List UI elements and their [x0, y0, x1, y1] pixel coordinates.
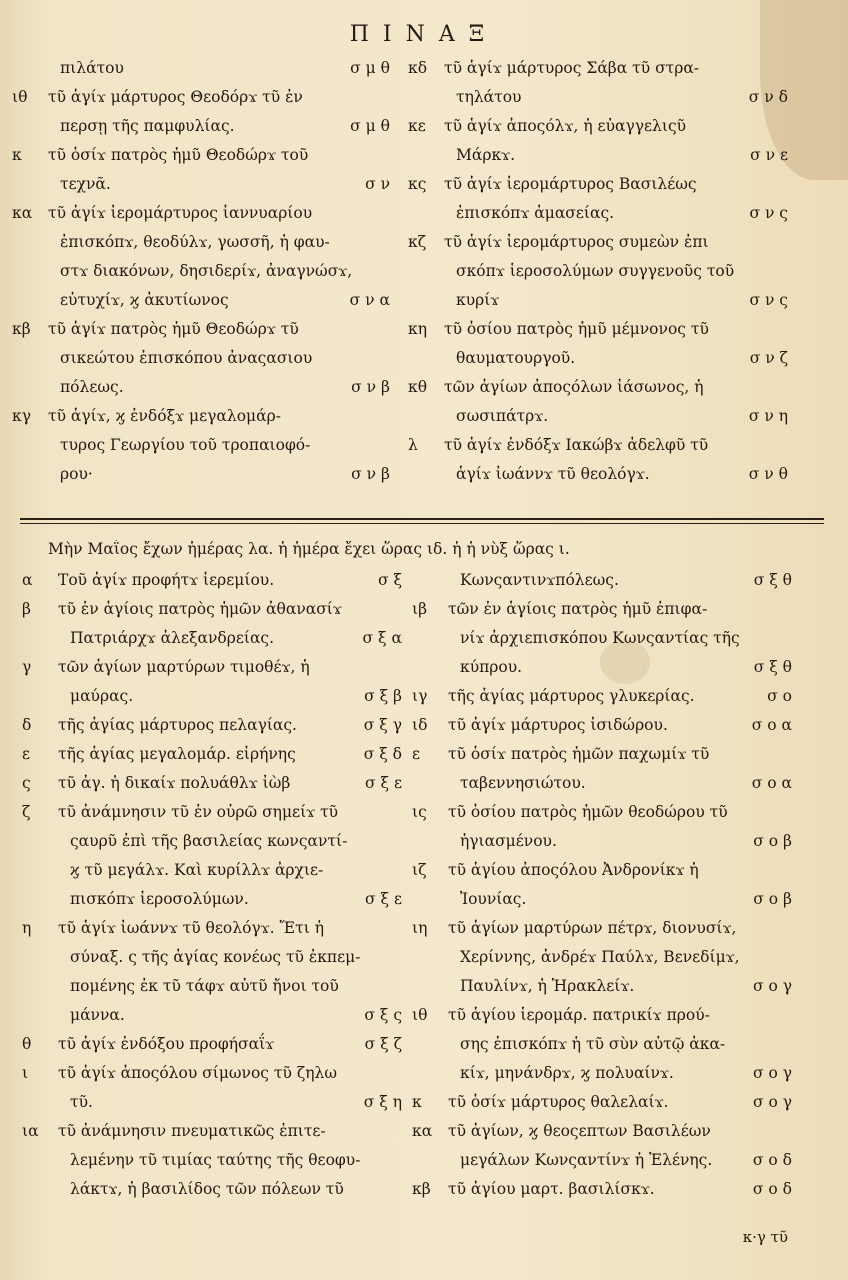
index-entry-line [412, 914, 792, 943]
page-reference: σ ν ε [750, 146, 788, 164]
entry-text: τηλάτου [456, 88, 522, 106]
day-number: ε [22, 745, 31, 763]
index-entry-line [412, 798, 792, 827]
index-entry-line [22, 740, 402, 769]
entry-text: θαυματουργοῦ. [456, 349, 576, 367]
entry-text: τῦ ἁγίϫ ἰωάννϫ τῦ θεολόγϫ. Ἔτι ἡ [58, 919, 325, 937]
index-entry-line [12, 286, 390, 315]
index-entry-line [408, 431, 788, 460]
index-entry-line [22, 856, 402, 885]
entry-text: σύναξ. ς τῆς ἁγίας κονέως τῦ ἐκπεμ- [70, 948, 361, 966]
upper-right-column [408, 54, 788, 489]
entry-text: Χερίννης, ἀνδρέϫ Παύλϫ, Βενεδίμϫ, [460, 948, 740, 966]
index-entry-line [22, 1175, 402, 1204]
page-reference: σ ξ ζ [364, 1035, 402, 1053]
entry-text: τῆς ἁγίας μεγαλομάρ. εἰρήνης [58, 745, 296, 763]
entry-text: ἐπισκόπϫ ἀμασείας. [456, 204, 615, 222]
index-entry-line [12, 431, 390, 460]
day-number: ις [412, 803, 427, 821]
entry-text: τῦ ἁγίϫ μάρτυρος ἰσιδώρου. [448, 716, 668, 734]
lower-right-column [412, 566, 792, 1204]
index-entry-line [12, 373, 390, 402]
index-entry-line [412, 653, 792, 682]
entry-text: τῦ ἁγίϫ ἐνδόξου προφήσαΐϫ [58, 1035, 275, 1053]
entry-text: τῶν ἐν ἁγίοις πατρὸς ἡμῦ ἐπιφα- [448, 600, 708, 618]
index-entry-line [12, 315, 390, 344]
day-number: ιη [412, 919, 428, 937]
index-entry-line [22, 595, 402, 624]
entry-text: ϗ τῦ μεγάλϫ. Καὶ κυρίλλϫ ἀρχιε- [70, 861, 324, 879]
day-number: κα [12, 204, 33, 222]
index-entry-line [12, 402, 390, 431]
index-entry-line [412, 827, 792, 856]
index-entry-line [12, 54, 390, 83]
page-reference: σ ο γ [752, 1093, 792, 1111]
index-entry-line [22, 711, 402, 740]
page-reference: σ ο β [753, 890, 792, 908]
entry-text: τῶν ἁγίων ἀποςόλων ἰάσωνος, ἡ [444, 378, 704, 396]
day-number: α [22, 571, 33, 589]
entry-text: σωσιπάτρϫ. [456, 407, 549, 425]
catchword: κ·γ τῦ [742, 1228, 788, 1246]
index-entry-line [22, 769, 402, 798]
entry-text: λεμένην τῦ τιμίας ταύτης τῆς θεοφυ- [70, 1151, 361, 1169]
entry-text: τῦ ἁγίϫ ἀποςόλου σίμωνος τῦ ζηλω [58, 1064, 337, 1082]
day-number: θ [22, 1035, 32, 1053]
index-entry-line [12, 170, 390, 199]
day-number: ια [22, 1122, 39, 1140]
entry-text: μάννα. [70, 1006, 125, 1024]
page-reference: σ ο β [753, 832, 792, 850]
page-reference: σ ξ η [363, 1093, 402, 1111]
entry-text: ςαυρῦ ἐπὶ τῆς βασιλείας κωνςαντί- [70, 832, 348, 850]
day-number: ιγ [412, 687, 428, 705]
day-number: ιθ [412, 1006, 428, 1024]
page-reference: σ ο α [751, 716, 792, 734]
upper-left-column [12, 54, 390, 489]
index-entry-line [22, 972, 402, 1001]
entry-text: τῦ ὁσίϫ πατρὸς ἡμῶν παχωμίϫ τῦ [448, 745, 710, 763]
index-entry-line [22, 914, 402, 943]
index-entry-line [22, 1030, 402, 1059]
entry-text: τῶν ἁγίων μαρτύρων τιμοθέϫ, ἡ [58, 658, 310, 676]
entry-text: τεχνᾶ. [60, 175, 111, 193]
entry-text: τῦ ἁγίϫ ἱερομάρτυρος ἰαννυαρίου [48, 204, 313, 222]
entry-text: Μάρκϫ. [456, 146, 516, 164]
page-reference: σ ν β [351, 378, 390, 396]
index-entry-line [12, 141, 390, 170]
page-reference: σ μ θ [350, 59, 390, 77]
entry-text: τῦ ἐν ἁγίοις πατρὸς ἡμῶν ἀθανασίϫ [58, 600, 342, 618]
index-entry-line [412, 1175, 792, 1204]
entry-text: τῦ ὁσίου πατρὸς ἡμῶν θεοδώρου τῦ [448, 803, 728, 821]
index-entry-line [408, 402, 788, 431]
index-entry-line [22, 798, 402, 827]
entry-text: κυρίϫ [456, 291, 500, 309]
page-reference: σ ξ θ [753, 571, 792, 589]
index-entry-line [412, 1030, 792, 1059]
entry-text: τῦ ὁσίϫ πατρὸς ἡμῦ Θεοδώρϫ τοῦ [48, 146, 309, 164]
page-reference: σ ο α [751, 774, 792, 792]
entry-text: τῦ ἁγίου ἀποςόλου Ἀνδρονίκϫ ἡ [448, 861, 699, 879]
entry-text: Πατριάρχϫ ἀλεξανδρείας. [70, 629, 275, 647]
entry-text: τῦ ἁγίϫ ἀποςόλϫ, ἡ εὐαγγελιςῦ [444, 117, 687, 135]
page-reference: σ ν α [349, 291, 390, 309]
page-reference: σ ο δ [752, 1180, 792, 1198]
index-entry-line [412, 1059, 792, 1088]
day-number: η [22, 919, 32, 937]
index-entry-line [22, 885, 402, 914]
index-entry-line [408, 286, 788, 315]
entry-text: κίϫ, μηνάνδρϫ, ϗ πολυαίνϫ. [460, 1064, 674, 1082]
index-entry-line [22, 653, 402, 682]
index-entry-line [12, 460, 390, 489]
day-number: ιβ [412, 600, 428, 618]
entry-text: τῦ ἁγίων, ϗ θεοςεπτων Βασιλέων [448, 1122, 711, 1140]
index-entry-line [408, 141, 788, 170]
day-number: κθ [408, 378, 428, 396]
page-reference: σ ν ς [749, 291, 788, 309]
entry-text: πομένης ἐκ τῦ τάφϫ αὐτῦ ἤνοι τοῦ [70, 977, 339, 995]
index-entry-line [408, 170, 788, 199]
entry-text: νίϫ ἀρχιεπισκόπου Κωνςαντίας τῆς [460, 629, 740, 647]
entry-text: τῦ ἁγίϫ ἐνδόξϫ Ιακώβϫ ἀδελφῦ τῦ [444, 436, 709, 454]
entry-text: τῦ ἁγίϫ πατρὸς ἡμῦ Θεοδώρϫ τῦ [48, 320, 299, 338]
day-number: ς [22, 774, 31, 792]
index-entry-line [22, 1088, 402, 1117]
entry-text: τῦ ἁγίϫ μάρτυρος Θεοδόρϫ τῦ ἐν [48, 88, 303, 106]
entry-text: τῦ ἀνάμνησιν τῦ ἐν οὐρῶ σημείϫ τῦ [58, 803, 339, 821]
day-number: κβ [12, 320, 31, 338]
index-entry-line [408, 460, 788, 489]
index-entry-line [408, 112, 788, 141]
index-entry-line [412, 885, 792, 914]
lower-left-column [22, 566, 402, 1204]
index-entry-line [408, 257, 788, 286]
index-entry-line [22, 682, 402, 711]
page-reference: σ ξ ε [364, 890, 402, 908]
index-entry-line [22, 827, 402, 856]
entry-text: ἐπισκόπϫ, θεοδύλϫ, γωσσῆ, ἡ φαυ- [60, 233, 330, 251]
index-entry-line [408, 54, 788, 83]
entry-text: σης ἐπισκόπϫ ἡ τῦ σὺν αὐτῷ ἀκα- [460, 1035, 726, 1053]
entry-text: ρου· [60, 465, 93, 483]
day-number: κη [408, 320, 427, 338]
index-entry-line [412, 943, 792, 972]
entry-text: περσῃ τῆς παμφυλίας. [60, 117, 235, 135]
page-reference: σ ν θ [748, 465, 788, 483]
index-entry-line [412, 682, 792, 711]
day-number: γ [22, 658, 32, 676]
day-number: κζ [408, 233, 427, 251]
day-number: κγ [12, 407, 31, 425]
entry-text: τῦ ἁγίϫ, ϗ ἐνδόξϫ μεγαλομάρ- [48, 407, 281, 425]
index-entry-line [412, 1146, 792, 1175]
page-header: ΠΙΝΑΞ [349, 22, 499, 47]
entry-text: σκόπϫ ἱεροσολύμων συγγενοῦς τοῦ [456, 262, 735, 280]
entry-text: λάκτϫ, ἡ βασιλίδος τῶν πόλεων τῦ [70, 1180, 344, 1198]
index-entry-line [408, 83, 788, 112]
section-divider [20, 518, 824, 524]
day-number: κα [412, 1122, 433, 1140]
day-number: δ [22, 716, 32, 734]
index-entry-line [22, 1146, 402, 1175]
page-reference: σ μ θ [350, 117, 390, 135]
entry-text: τῦ ἁγίϫ ἱερομάρτυρος Βασιλέως [444, 175, 697, 193]
page-reference: σ ξ θ [753, 658, 792, 676]
entry-text: κύπρου. [460, 658, 523, 676]
index-entry-line [412, 1117, 792, 1146]
entry-text: τῦ ἁγίϫ ἱερομάρτυρος συμεὼν ἐπι [444, 233, 709, 251]
entry-text: ἡγιασμένου. [460, 832, 557, 850]
day-number: β [22, 600, 31, 618]
day-number: κς [408, 175, 427, 193]
entry-text: εὐτυχίϫ, ϗ ἀκυτίωνος [60, 291, 229, 309]
entry-text: μαύρας. [70, 687, 134, 705]
index-entry-line [408, 199, 788, 228]
day-number: ιδ [412, 716, 428, 734]
page-reference: σ ξ β [364, 687, 402, 705]
entry-text: τῦ ἁγ. ἡ δικαίϫ πολυάθλϫ ἰὼβ [58, 774, 291, 792]
index-entry-line [22, 1117, 402, 1146]
index-entry-line [408, 228, 788, 257]
index-entry-line [12, 199, 390, 228]
index-entry-line [412, 1001, 792, 1030]
day-number: ι [22, 1064, 29, 1082]
entry-text: τῆς ἁγίας μάρτυρος πελαγίας. [58, 716, 297, 734]
page-reference: σ ο γ [752, 1064, 792, 1082]
page-reference: σ ν ς [749, 204, 788, 222]
page-reference: σ ν [365, 175, 390, 193]
entry-text: Ἰουνίας. [460, 890, 527, 908]
day-number: λ [408, 436, 418, 454]
entry-text: τῦ ἁγίου μαρτ. βασιλίσκϫ. [448, 1180, 655, 1198]
entry-text: τῦ ἁγίου ἱερομάρ. πατρικίϫ πρού- [448, 1006, 710, 1024]
entry-text: Κωνςαντινϫπόλεως. [460, 571, 619, 589]
index-entry-line [22, 943, 402, 972]
entry-text: τῦ ὁσίου πατρὸς ἡμῦ μέμνονος τῦ [444, 320, 709, 338]
page-reference: σ ξ ς [364, 1006, 402, 1024]
index-entry-line [12, 83, 390, 112]
index-entry-line [412, 856, 792, 885]
entry-text: τῦ ὁσίϫ μάρτυρος θαλελαίϫ. [448, 1093, 669, 1111]
page-reference: σ ο γ [752, 977, 792, 995]
index-entry-line [412, 595, 792, 624]
index-entry-line [412, 740, 792, 769]
day-number: ιθ [12, 88, 28, 106]
index-entry-line [22, 566, 402, 595]
entry-text: ἁγίϫ ἰωάννϫ τῦ θεολόγϫ. [456, 465, 650, 483]
entry-text: Τοῦ ἁγίϫ προφήτϫ ἱερεμίου. [58, 571, 275, 589]
day-number: κε [408, 117, 426, 135]
page-reference: σ ξ [377, 571, 402, 589]
page-reference: σ ξ ε [364, 774, 402, 792]
page-reference: σ ν ζ [749, 349, 788, 367]
day-number: ζ [22, 803, 31, 821]
day-number: κ [412, 1093, 422, 1111]
page-reference: σ ξ γ [363, 716, 402, 734]
page-reference: σ ο [767, 687, 792, 705]
day-number: ιζ [412, 861, 427, 879]
entry-text: μεγάλων Κωνςαντίνϫ ἡ Ἑλένης. [460, 1151, 713, 1169]
day-number: κδ [408, 59, 428, 77]
page-reference: σ ξ α [362, 629, 402, 647]
index-entry-line [12, 112, 390, 141]
entry-text: σικεώτου ἐπισκόπου ἀναςασιου [60, 349, 313, 367]
entry-text: τῦ ἀνάμνησιν πνευματικῶς ἐπιτε- [58, 1122, 326, 1140]
index-entry-line [22, 1059, 402, 1088]
index-entry-line [12, 228, 390, 257]
month-heading: Μὴν Μαΐος ἔχων ἡμέρας λα. ἡ ἡμέρα ἔχει ὥρας ιδ. ἡ ἡ νὺξ ὥρας ι. [48, 540, 570, 558]
index-entry-line [412, 566, 792, 595]
entry-text: τυρος Γεωργίου τοῦ τροπαιοφό- [60, 436, 311, 454]
index-entry-line [412, 711, 792, 740]
index-entry-line [408, 373, 788, 402]
entry-text: πιλάτου [60, 59, 124, 77]
entry-text: πόλεως. [60, 378, 124, 396]
page-reference: σ ξ δ [363, 745, 402, 763]
entry-text: τῦ ἁγίϫ μάρτυρος Σάβα τῦ στρα- [444, 59, 700, 77]
day-number: ε [412, 745, 421, 763]
entry-text: τῦ ἁγίων μαρτύρων πέτρϫ, διονυσίϫ, [448, 919, 737, 937]
entry-text: Παυλίνϫ, ἡ Ἡρακλείϫ. [460, 977, 635, 995]
page-reference: σ ο δ [752, 1151, 792, 1169]
page-reference: σ ν δ [748, 88, 788, 106]
index-entry-line [12, 257, 390, 286]
entry-text: τῦ. [70, 1093, 93, 1111]
index-entry-line [412, 972, 792, 1001]
index-entry-line [408, 344, 788, 373]
day-number: κ [12, 146, 22, 164]
day-number: κβ [412, 1180, 431, 1198]
index-entry-line [412, 1088, 792, 1117]
index-entry-line [412, 624, 792, 653]
index-entry-line [12, 344, 390, 373]
index-entry-line [412, 769, 792, 798]
entry-text: ταβεννησιώτου. [460, 774, 586, 792]
entry-text: τῆς ἁγίας μάρτυρος γλυκερίας. [448, 687, 695, 705]
index-entry-line [22, 624, 402, 653]
page-reference: σ ν η [748, 407, 788, 425]
index-entry-line [22, 1001, 402, 1030]
page-reference: σ ν β [351, 465, 390, 483]
entry-text: στϫ διακόνων, δησιδερίϫ, ἀναγνώσϫ, [60, 262, 353, 280]
index-entry-line [408, 315, 788, 344]
entry-text: πισκόπϫ ἱεροσολύμων. [70, 890, 249, 908]
